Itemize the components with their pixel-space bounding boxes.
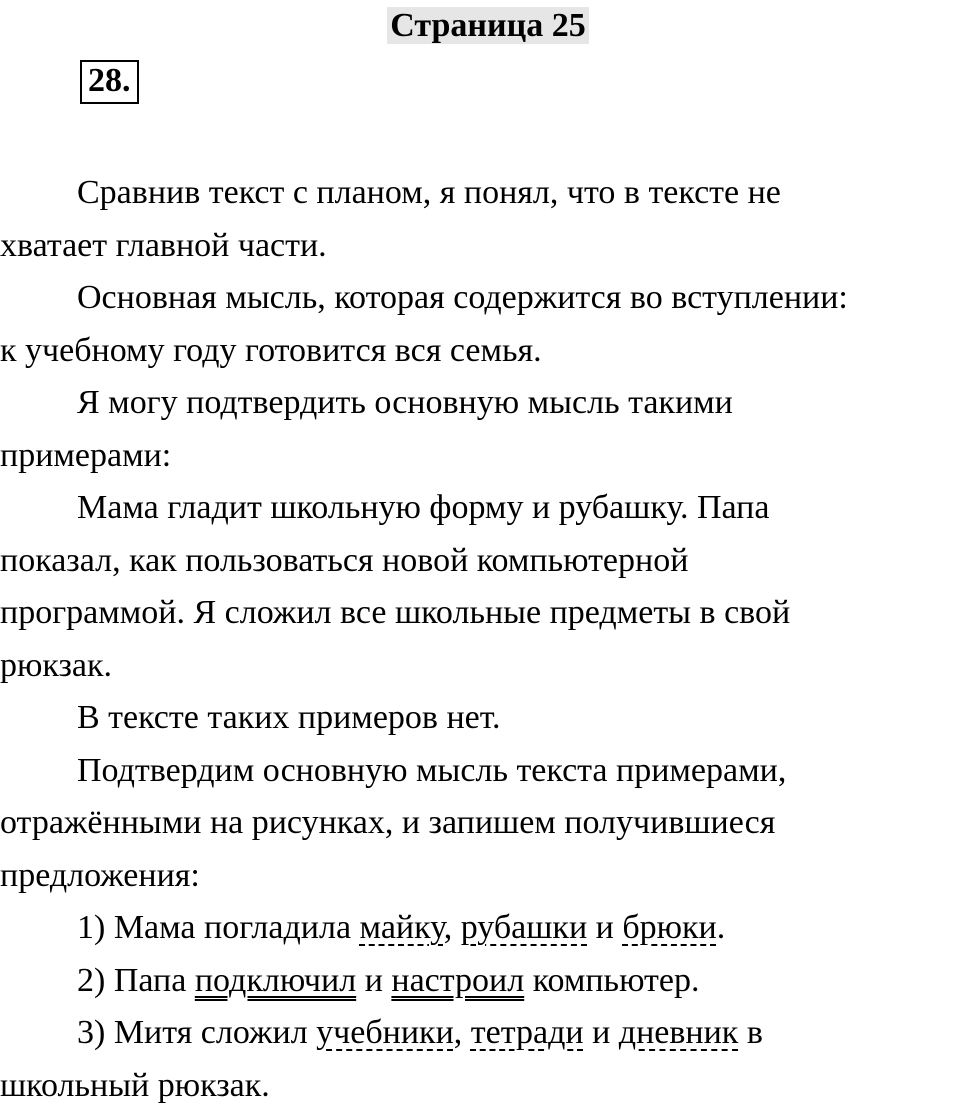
separator: и (584, 1014, 619, 1051)
task-number-badge: 28. (80, 60, 139, 104)
text-line: к учебному году готовится вся семья. (0, 325, 960, 378)
separator: , (454, 1014, 471, 1051)
text-line: программой. Я сложил все школьные предметы в свой (0, 587, 960, 640)
predicate-word: настроил (391, 962, 524, 999)
text-line: Сравнив текст с планом, я понял, что в тексте не (0, 167, 960, 220)
predicate-word: подключил (195, 962, 356, 999)
sentence-3 (0, 1007, 960, 1060)
separator: , (444, 909, 461, 946)
text-line: Подтвердим основную мысль текста примерами, (0, 745, 960, 798)
text-line: Мама гладит школьную форму и рубашку. Папа (0, 482, 960, 535)
sentence-end: компьютер. (524, 962, 699, 999)
object-word: брюки (622, 909, 716, 946)
sentence-end: . (717, 909, 726, 946)
page-title (0, 4, 960, 48)
sentence-1 (0, 902, 960, 955)
sentence-end: в (738, 1014, 763, 1051)
text-line: примерами: (0, 430, 960, 483)
text-line: В тексте таких примеров нет. (0, 692, 960, 745)
object-word: учебники (316, 1014, 454, 1051)
object-word: рубашки (461, 909, 587, 946)
page-title-text: Страница 25 (387, 7, 588, 44)
text-line: Я могу подтвердить основную мысль такими (0, 377, 960, 430)
text-line: предложения: (0, 850, 960, 903)
answer-text (0, 167, 960, 1112)
sentence-text: 1) Мама погладила (77, 909, 360, 946)
text-line: показал, как пользоваться новой компьютерной (0, 535, 960, 588)
sentence-2 (0, 955, 960, 1008)
text-line: Основная мысль, которая содержится во вступлении: (0, 272, 960, 325)
text-line: хватает главной части. (0, 220, 960, 273)
text-line: рюкзак. (0, 640, 960, 693)
object-word: майку (360, 909, 444, 946)
separator: и (587, 909, 622, 946)
object-word: тетради (471, 1014, 584, 1051)
text-line: школьный рюкзак. (0, 1060, 960, 1112)
separator: и (356, 962, 391, 999)
text-line: отражёнными на рисунках, и запишем получившиеся (0, 797, 960, 850)
sentence-text: 3) Митя сложил (77, 1014, 316, 1051)
object-word: дневник (619, 1014, 739, 1051)
sentence-text: 2) Папа (77, 962, 195, 999)
